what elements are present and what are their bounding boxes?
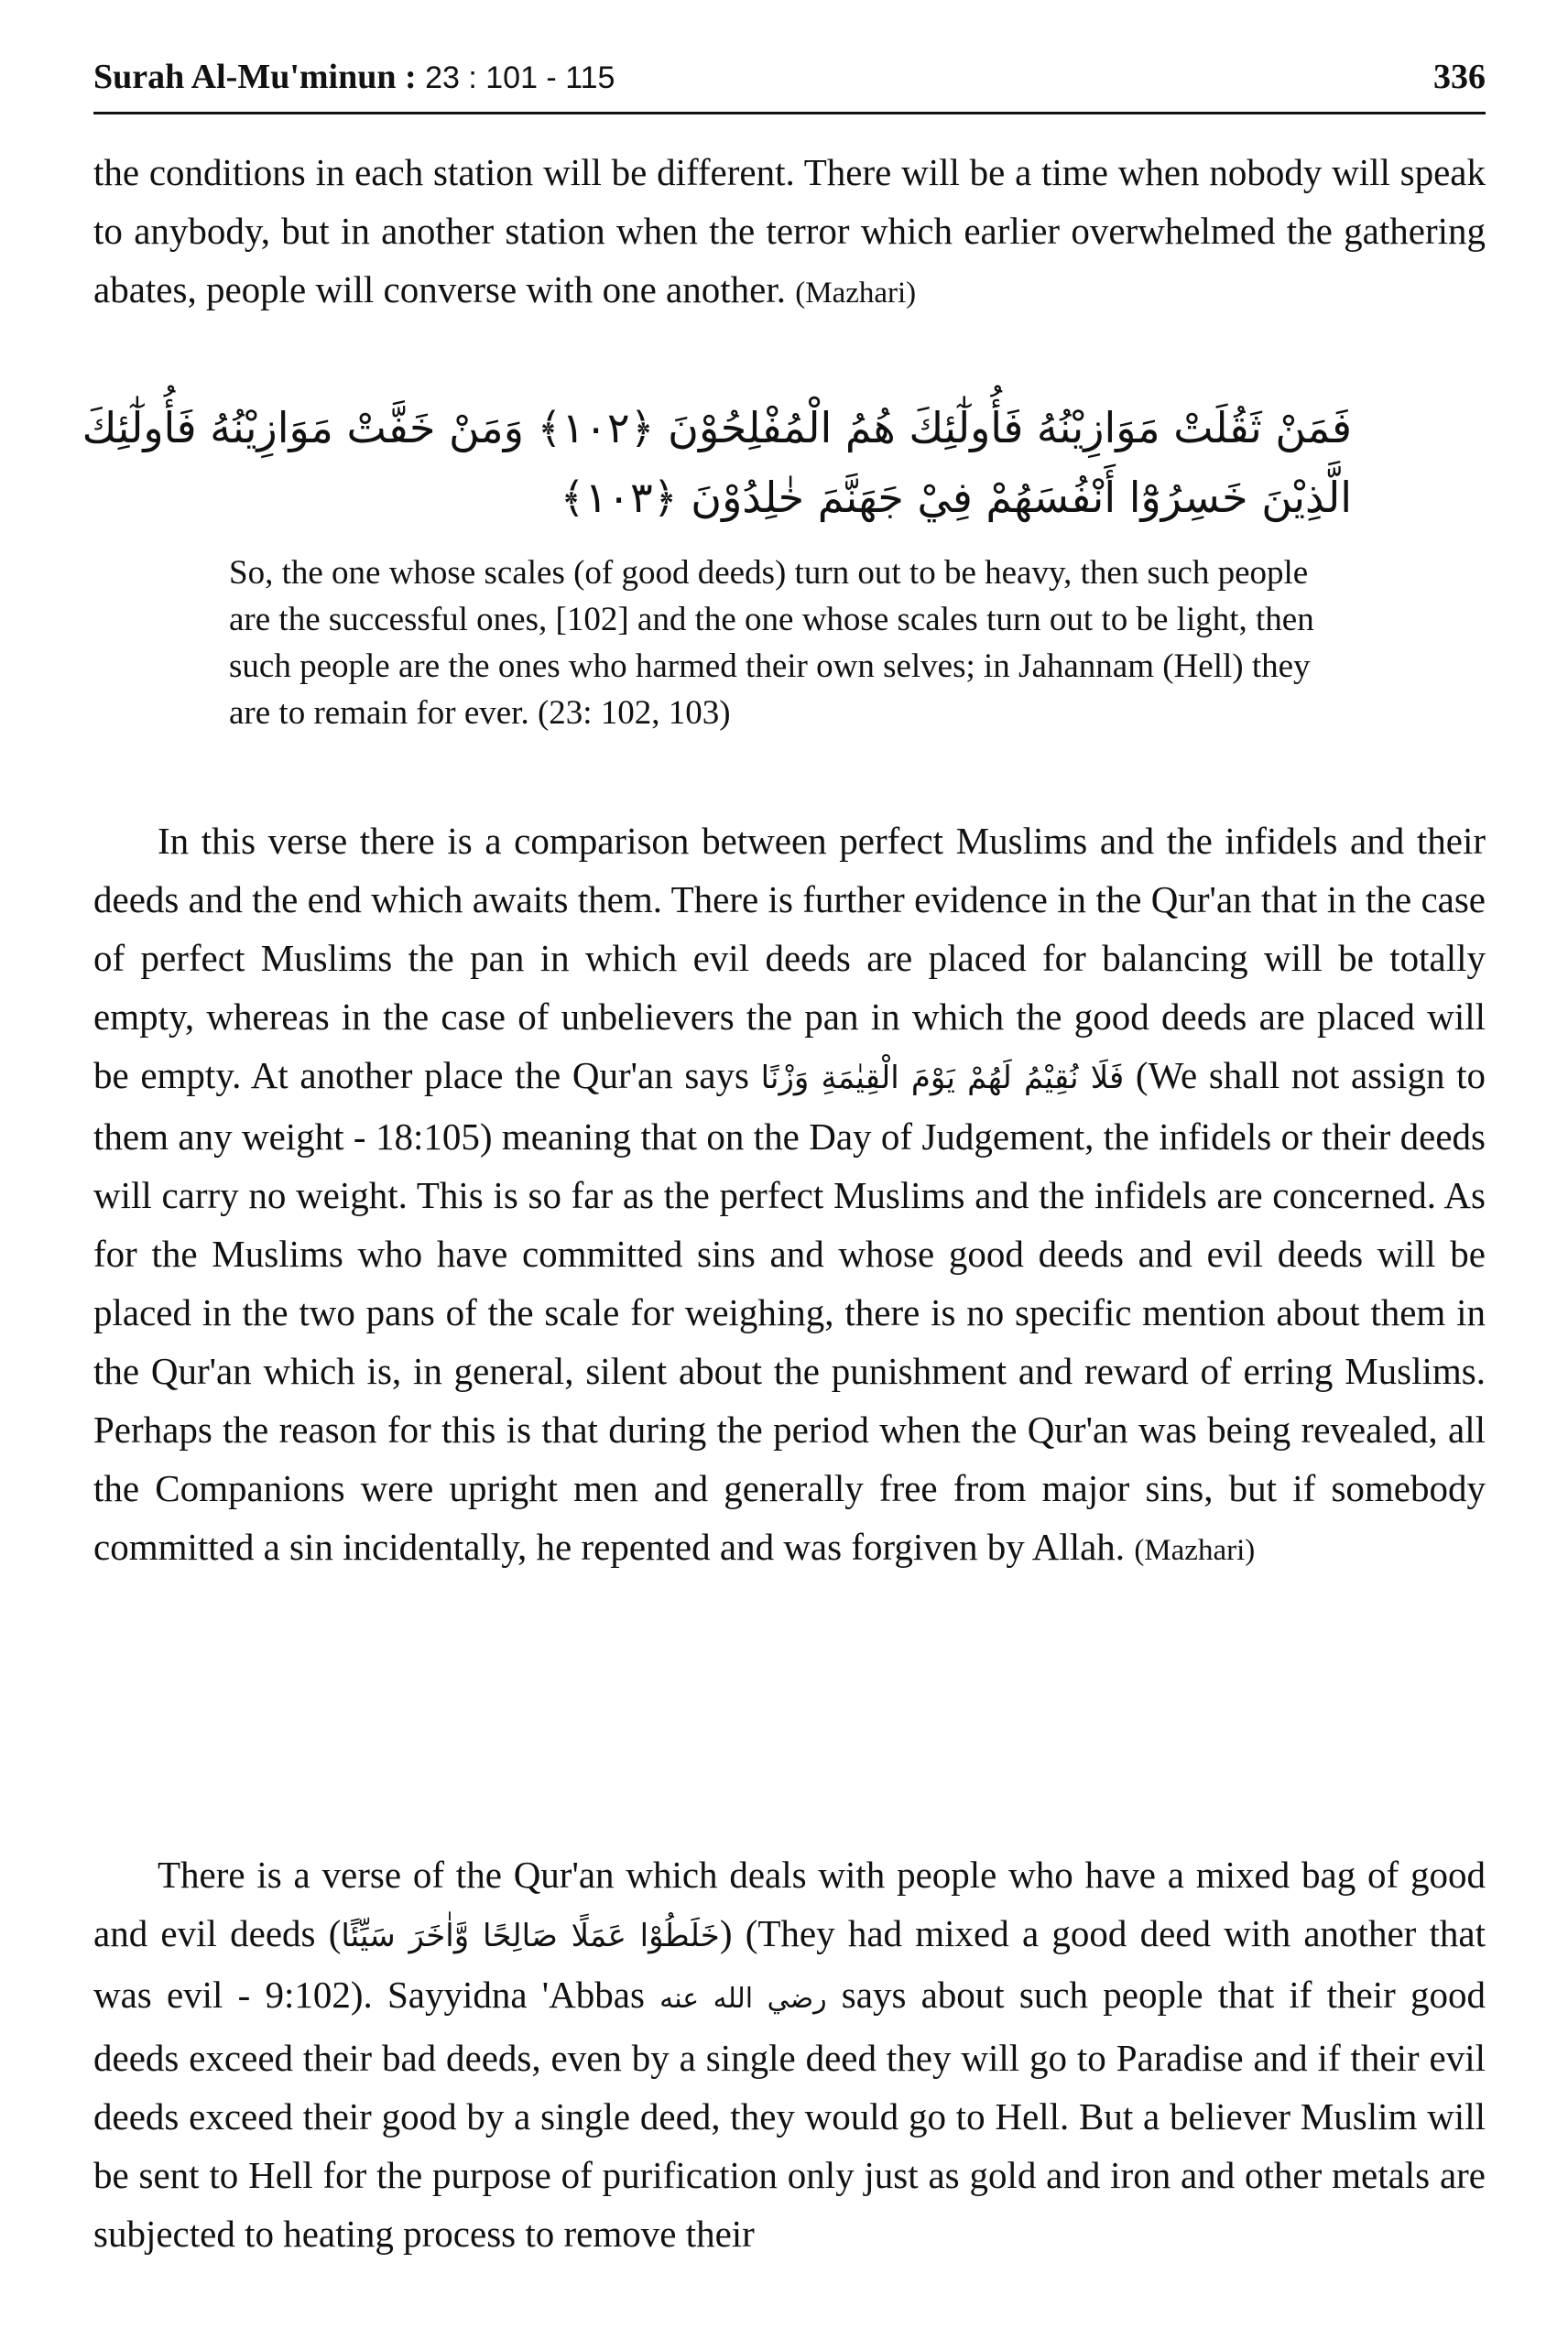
citation: (Mazhari) xyxy=(795,277,917,310)
paragraph-text: says about such people that if their good deeds exceed their bad deeds, even by a single deed they will go to Paradise and if their evil deeds exceed their good by a single deed, they would go to Hell. But a believer Muslim will be sent to Hell for the purpose of purification only just as gold and iron and other metals are subjected to heating process to remove their xyxy=(93,1974,1486,2255)
paragraph-text: the conditions in each station will be different. There will be a time when nobody will speak to anybody, but in another station when the terror which earlier overwhelmed the gathering abates, people will converse with one another. xyxy=(93,151,1486,310)
page-number: 336 xyxy=(1433,58,1486,96)
arabic-verse-line-1: فَمَنْ ثَقُلَتْ مَوَازِيْنُهُ فَأُولٰٓئِكَ هُمُ الْمُفْلِحُوْنَ ﴿١٠٢﴾ وَمَنْ خَفَّتْ مَوَازِيْنُهُ فَأُولٰٓئِكَ xyxy=(82,403,1352,452)
paragraph-continued xyxy=(93,143,1486,322)
surah-name: Surah Al-Mu'minun : xyxy=(93,58,417,96)
arabic-quote: فَلَا نُقِيْمُ لَهُمْ يَوْمَ الْقِيٰمَةِ وَزْنًا xyxy=(760,1060,1125,1096)
verse-range: 23 : 101 - 115 xyxy=(416,60,615,95)
paragraph-text: There is a verse of the Qur'an which deals with people who have a mixed bag of good and evil deeds ( xyxy=(93,1854,1486,1954)
citation: (Mazhari) xyxy=(1134,1534,1256,1567)
paragraph-text: ) (They had mixed a good deed with another that was evil - 9:102). Sayyidna 'Abbas xyxy=(93,1912,1486,2016)
paragraph-text: (We shall not assign to them any weight - 18:105) meaning that on the Day of Judgement, the infidels or their deeds will carry no weight. This is so far as the perfect Muslims and the infidels are concerned. As for the Muslims who have committed sins and whose good deeds and evil deeds will be placed in the two pans of the scale for weighing, there is no specific mention about them in the Qur'an which is, in general, silent about the punishment and reward of erring Muslims. Perhaps the reason for this is that during the period when the Qur'an was being revealed, all the Companions were upright men and generally free from major sins, but if somebody committed a sin incidentally, he repented and was forgiven by Allah. xyxy=(93,1054,1486,1568)
surah-title xyxy=(93,57,615,97)
arabic-quote: خَلَطُوْا عَمَلًا صَالِحًا وَّاٰخَرَ سَيِّئًا xyxy=(341,1918,720,1954)
paragraph-text: In this verse there is a comparison between perfect Muslims and the infidels and their deeds and the end which awaits them. There is further evidence in the Qur'an that in the case of perfect Muslims the pan in which evil deeds are placed for balancing will be totally empty, whereas in the case of unbelievers the pan in which the good deeds are placed will be empty. At another place the Qur'an says xyxy=(93,820,1486,1096)
honorific-emblem-icon: رضي الله عنه xyxy=(659,1983,827,2015)
commentary-paragraph xyxy=(93,1845,1486,2263)
arabic-verse-line-2: الَّذِيْنَ خَسِرُوْٓا أَنْفُسَهُمْ فِيْ جَهَنَّمَ خٰلِدُوْنَ ﴿١٠٣﴾ xyxy=(560,473,1352,522)
verse-translation: So, the one whose scales (of good deeds) turn out to be heavy, then such people are the successful ones, [102] and the one whose scales turn out to be light, then such people are the ones who harmed their own selves; in Jahannam (Hell) they are to remain for ever. (23: 102, 103) xyxy=(229,554,1314,732)
running-header xyxy=(93,53,1486,114)
commentary-paragraph xyxy=(93,811,1486,1580)
